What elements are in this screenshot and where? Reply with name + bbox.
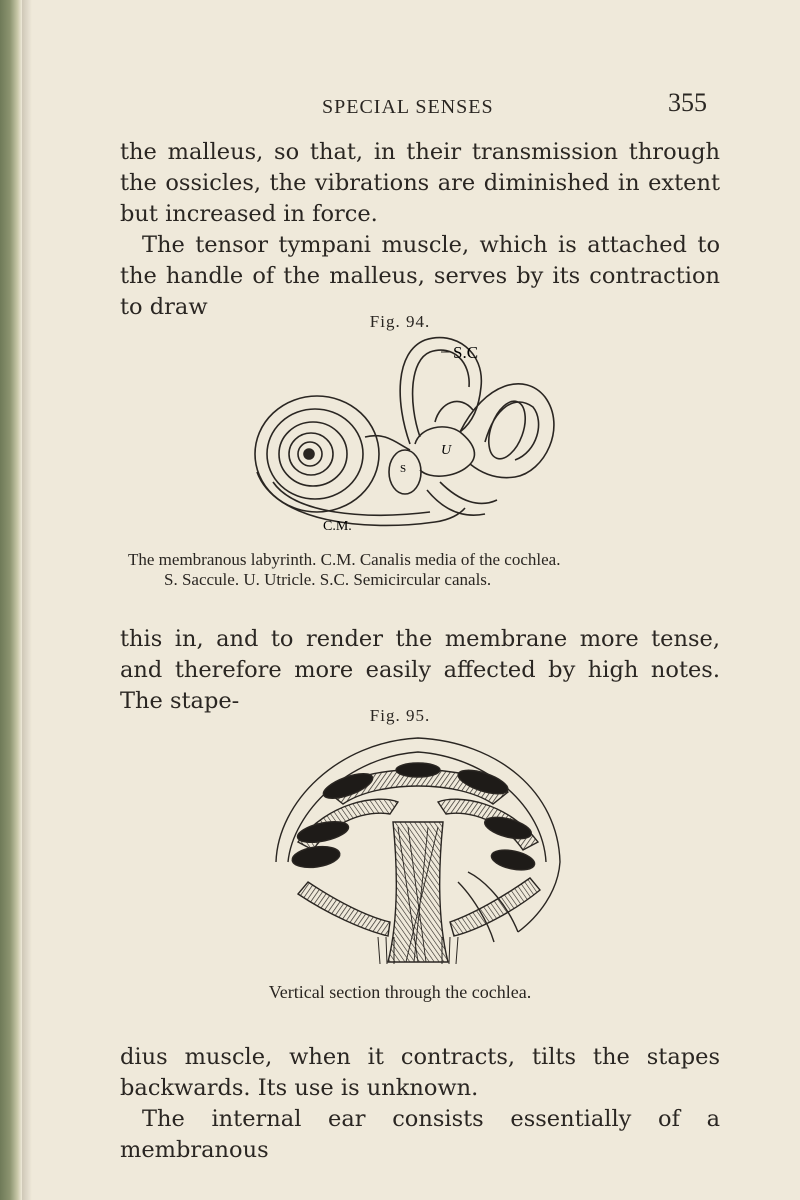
semicircular-canal-posterior [460, 384, 554, 478]
label-cm: C.M. [323, 519, 352, 534]
text-block-bottom [120, 1042, 720, 1166]
scala-lower-left [291, 844, 341, 870]
text-block-middle [120, 624, 720, 717]
paragraph-2: The tensor tympani muscle, which is attached to the handle of the malleus, serves by its contraction to draw [120, 232, 720, 320]
label-u: U [441, 443, 452, 458]
figure-94-caption-line-1: The membranous labyrinth. C.M. Canalis media of the cochlea. [128, 550, 561, 569]
scala-lower-right [490, 847, 537, 874]
label-sc: S.C [453, 343, 479, 362]
modiolus [388, 822, 448, 962]
page-gutter-shadow [22, 0, 32, 1200]
figure-95-cochlea-section [268, 732, 568, 972]
page-header [0, 88, 800, 128]
canalis-media-duct [257, 472, 465, 525]
paragraph-5: The internal ear consists essentially of a membranous [120, 1106, 720, 1163]
book-spine-edge [0, 0, 22, 1200]
running-head: SPECIAL SENSES [322, 96, 494, 118]
figure-95-caption [0, 982, 800, 1003]
page-number: 355 [668, 88, 707, 117]
figure-95-caption-text: Vertical section through the cochlea. [268, 982, 532, 1002]
label-s: S [400, 463, 407, 475]
figure-95-label: Fig. 95. [369, 706, 431, 725]
figure-94-caption [128, 550, 560, 590]
paragraph-4: dius muscle, when it contracts, tilts the stapes backwards. Its use is unknown. [120, 1044, 720, 1101]
cochlea-outer-whorl [255, 396, 379, 512]
figure-94-labyrinth-illustration [245, 332, 585, 544]
figure-94-caption-line-2: S. Saccule. U. Utricle. S.C. Semicircular canals. [164, 570, 492, 589]
figure-94-label: Fig. 94. [369, 312, 431, 331]
paragraph-1: the malleus, so that, in their transmission through the ossicles, the vibrations are diminished in extent but increased in force. [120, 139, 720, 227]
paragraph-3: this in, and to render the membrane more tense, and therefore more easily affected by high notes. The stape- [120, 626, 720, 714]
text-block-top [120, 137, 720, 323]
